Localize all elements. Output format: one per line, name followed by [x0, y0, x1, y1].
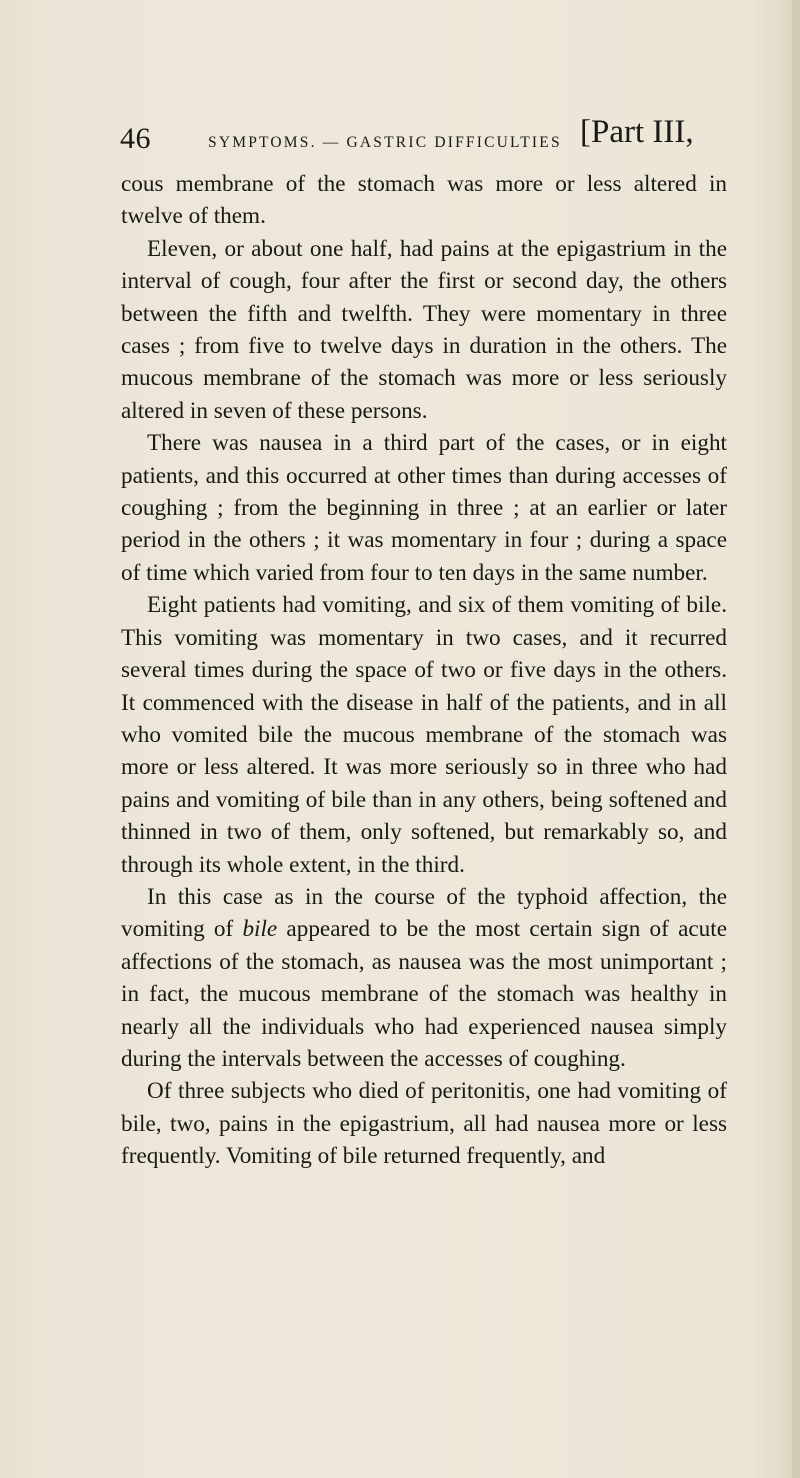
paragraph-bile-sign-start: In this case as in the course of the typhoid affection, the vomiting of	[121, 883, 727, 943]
paragraph-continuation: cous membrane of the stomach was more or less altered in twelve of them.	[121, 171, 727, 230]
emphasis-bile: bile	[242, 916, 278, 943]
paragraph-epigastric-pains: Eleven, or about one half, had pains at the epigastrium in the interval of cough, four after the first or second day, the others between the fifth and twelfth. They were momentary in three cases ; from five to twelve days in duration in the others. The mucous membrane of the stomach was more or less seriously altered in seven of these persons.	[121, 235, 727, 424]
page-header	[120, 114, 730, 158]
page-edge-shadow	[792, 0, 800, 1478]
running-head: SYMPTOMS. — GASTRIC DIFFICULTIES	[208, 134, 562, 151]
paragraph-peritonitis: Of three subjects who died of peritonitis, one had vomiting of bile, two, pains in the epigastrium, all had nausea more or less frequently. Vomiting of bile returned frequently, and	[121, 1078, 727, 1170]
paragraph-bile-sign-end: appeared to be the most certain sign of acute affections of the stomach, as nausea was the most unimportant ; in fact, the mucous membrane of the stomach was healthy in nearly all the individuals who had experienced nausea simply during the intervals between the accesses of coughing.	[121, 916, 727, 1072]
body-text	[121, 168, 727, 1173]
paragraph-nausea: There was nausea in a third part of the cases, or in eight patients, and this occurred at other times than during accesses of coughing ; from the beginning in three ; at an earlier or later period in the others ; it was momentary in four ; during a space of time which varied from four to ten days in the same number.	[121, 430, 727, 586]
part-label: [Part III,	[580, 114, 694, 150]
paragraph-bile-sign	[121, 881, 727, 1075]
paragraph-vomiting: Eight patients had vomiting, and six of them vomiting of bile. This vomiting was momentary in two cases, and it recurred several times during the space of two or five days in the others. It commenced with the disease in half of the patients, and in all who vomited bile the mucous membrane of the stomach was more or less altered. It was more seriously so in three who had pains and vomiting of bile than in any others, being softened and thinned in two of them, only softened, but remarkably so, and through its whole extent, in the third.	[121, 592, 727, 878]
page-number: 46	[120, 122, 151, 155]
